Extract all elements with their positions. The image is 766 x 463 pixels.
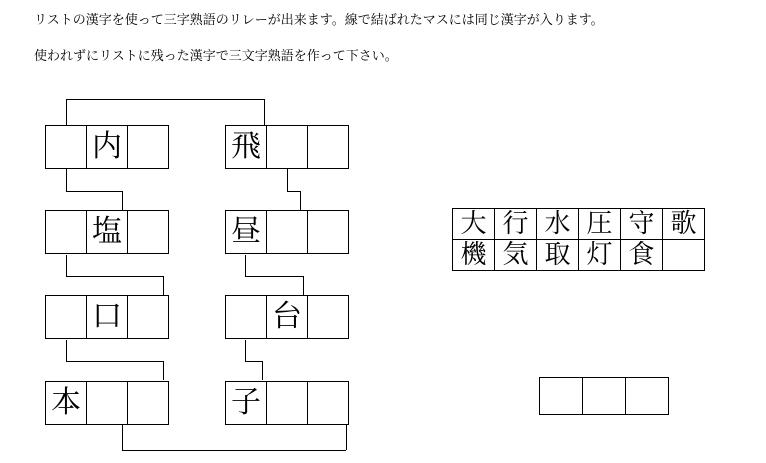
answer-row	[539, 377, 669, 415]
answer-cell-2[interactable]	[582, 377, 626, 415]
kanji-list-cell-2-1[interactable]: 機	[452, 239, 495, 271]
connector-right-3-vertical-a	[245, 340, 246, 361]
connector-left-2-vertical-b	[163, 276, 164, 295]
kanji-list-cell-1-3[interactable]: 水	[536, 208, 579, 240]
kanji-list-cell-1-5[interactable]: 守	[620, 208, 663, 240]
word-left-1	[45, 125, 169, 169]
kanji-list	[452, 208, 705, 271]
connector-left-3-horizontal	[66, 361, 163, 362]
kanji-list-cell-2-6[interactable]	[662, 239, 705, 271]
cell-right-2-3[interactable]	[307, 210, 349, 254]
word-left-2	[45, 210, 169, 254]
instruction-line-1: リストの漢字を使って三字熟語のリレーが出来ます。線で結ばれたマスには同じ漢字が入ります。	[34, 13, 604, 28]
connector-left-1-horizontal	[66, 191, 122, 192]
cell-right-4-2[interactable]	[266, 381, 308, 425]
cell-left-2-1[interactable]	[45, 210, 87, 254]
cell-right-3-1[interactable]	[225, 295, 267, 339]
cell-right-1-2[interactable]	[266, 125, 308, 169]
kanji-list-cell-1-2[interactable]: 行	[494, 208, 537, 240]
cell-right-3-2[interactable]: 台	[266, 295, 308, 339]
connector-right-3-horizontal	[245, 361, 262, 362]
word-right-4	[225, 381, 349, 425]
connector-bottom-left-vertical	[122, 425, 123, 450]
connector-bottom-right-vertical	[346, 425, 347, 450]
cell-left-3-1[interactable]	[45, 295, 87, 339]
cell-right-4-3[interactable]	[307, 381, 349, 425]
connector-top-horizontal	[66, 99, 264, 100]
connector-left-2-vertical-a	[66, 255, 67, 276]
cell-left-4-3[interactable]	[127, 381, 169, 425]
cell-left-4-2[interactable]	[86, 381, 128, 425]
cell-right-2-2[interactable]	[266, 210, 308, 254]
cell-right-1-3[interactable]	[307, 125, 349, 169]
connector-top-left-vertical	[66, 99, 67, 125]
connector-left-3-vertical-a	[66, 340, 67, 361]
kanji-list-cell-2-5[interactable]: 食	[620, 239, 663, 271]
connector-right-2-horizontal	[245, 276, 303, 277]
cell-left-2-3[interactable]	[127, 210, 169, 254]
cell-left-3-2[interactable]: 口	[86, 295, 128, 339]
word-left-3	[45, 295, 169, 339]
kanji-list-cell-1-1[interactable]: 大	[452, 208, 495, 240]
cell-left-4-1[interactable]: 本	[45, 381, 87, 425]
connector-right-1-horizontal	[287, 191, 300, 192]
word-left-4	[45, 381, 169, 425]
answer-cell-3[interactable]	[625, 377, 669, 415]
kanji-list-row-1	[452, 208, 705, 240]
connector-right-2-vertical-a	[245, 255, 246, 276]
connector-left-3-vertical-b	[163, 361, 164, 380]
cell-left-1-3[interactable]	[127, 125, 169, 169]
cell-left-1-1[interactable]	[45, 125, 87, 169]
answer-cell-1[interactable]	[539, 377, 583, 415]
cell-right-1-1[interactable]: 飛	[225, 125, 267, 169]
word-right-2	[225, 210, 349, 254]
kanji-list-cell-2-4[interactable]: 灯	[578, 239, 621, 271]
cell-left-3-3[interactable]	[127, 295, 169, 339]
connector-right-1-vertical-b	[300, 191, 301, 210]
instruction-line-2: 使われずにリストに残った漢字で三文字熟語を作って下さい。	[34, 49, 398, 64]
kanji-list-cell-2-2[interactable]: 気	[494, 239, 537, 271]
word-right-1	[225, 125, 349, 169]
connector-right-1-vertical-a	[287, 169, 288, 191]
cell-left-1-2[interactable]: 内	[86, 125, 128, 169]
connector-top-right-vertical	[264, 99, 265, 125]
connector-left-1-vertical-a	[66, 169, 67, 191]
kanji-list-cell-1-4[interactable]: 圧	[578, 208, 621, 240]
cell-right-3-3[interactable]	[307, 295, 349, 339]
connector-right-3-vertical-b	[262, 361, 263, 380]
cell-right-2-1[interactable]: 昼	[225, 210, 267, 254]
kanji-list-cell-1-6[interactable]: 歌	[662, 208, 705, 240]
word-right-3	[225, 295, 349, 339]
kanji-list-row-2	[452, 239, 705, 271]
connector-left-2-horizontal	[66, 276, 163, 277]
kanji-list-cell-2-3[interactable]: 取	[536, 239, 579, 271]
cell-right-4-1[interactable]: 子	[225, 381, 267, 425]
connector-left-1-vertical-b	[122, 191, 123, 210]
cell-left-2-2[interactable]: 塩	[86, 210, 128, 254]
connector-bottom-horizontal	[122, 450, 346, 451]
connector-right-2-vertical-b	[303, 276, 304, 295]
